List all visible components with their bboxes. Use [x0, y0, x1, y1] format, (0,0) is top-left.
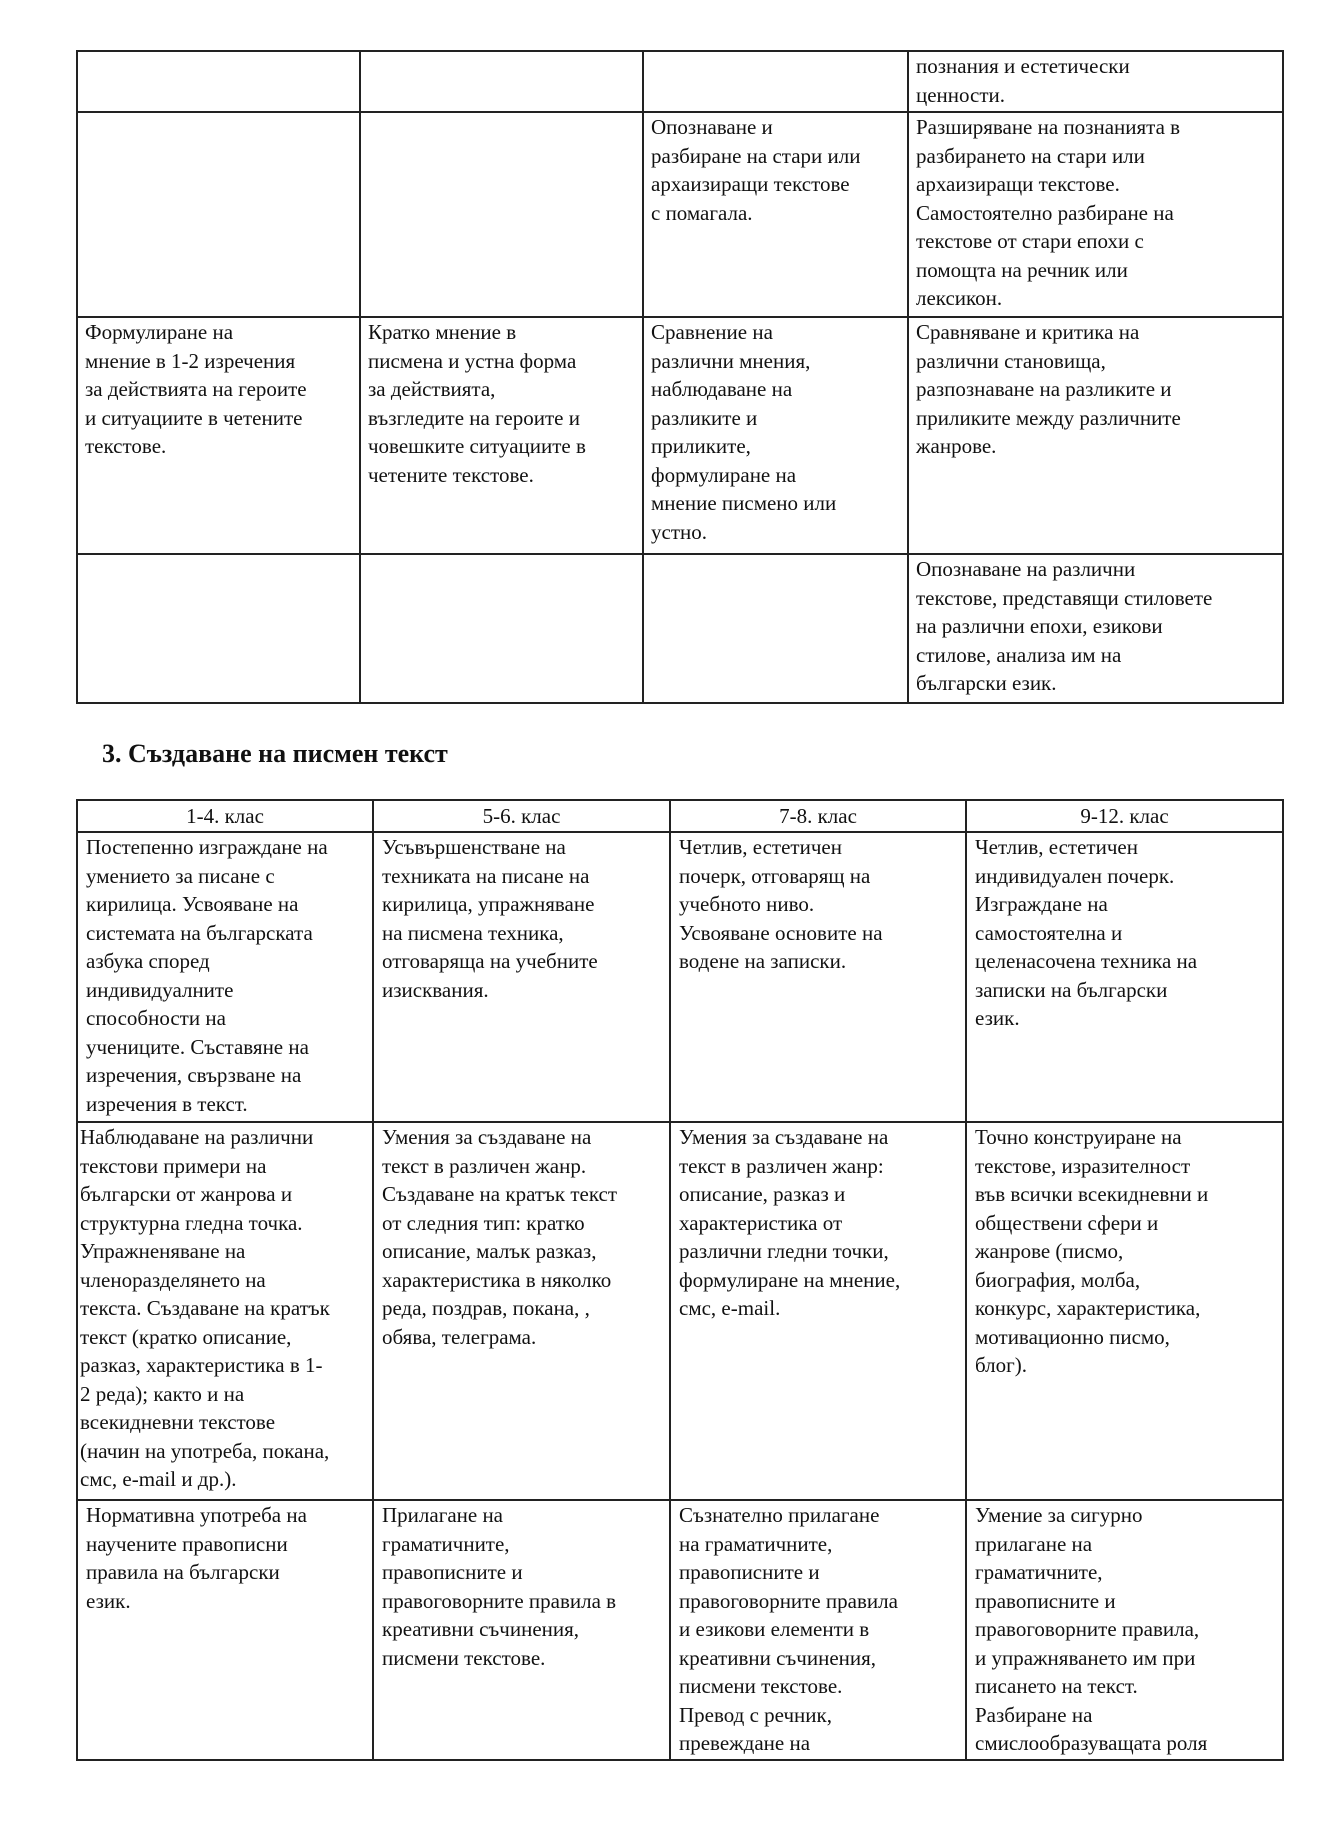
table-cell: [643, 554, 908, 703]
table-cell: Умение за сигурно прилагане на граматичните, правописните и правоговорните правила, и упражняването им при писането на текст. Разбиране на смислообразуващата роля: [966, 1500, 1283, 1760]
table-cell: [360, 51, 643, 112]
column-header-grade-1-4: 1-4. клас: [77, 800, 373, 832]
table-cell: Усъвършенстване на техниката на писане на кирилица, упражняване на писмена техника, отговаряща на учебните изисквания.: [373, 832, 670, 1122]
table-row: [77, 832, 1283, 1122]
table-cell: Умения за създаване на текст в различен жанр. Създаване на кратък текст от следния тип: кратко описание, малък разказ, характеристика в няколко реда, поздрав, покана, , обява, телеграма.: [373, 1122, 670, 1500]
table-cell: [360, 112, 643, 317]
table-cell: [77, 51, 360, 112]
table-cell: [77, 112, 360, 317]
table-cell: Кратко мнение в писмена и устна форма за действията, възгледите на героите и човешките ситуациите в четените текстове.: [360, 317, 643, 554]
table-cell: Разширяване на познанията в разбирането на стари или архаизиращи текстове. Самостоятелно разбиране на текстове от стари епохи с помощта на речник или лексикон.: [908, 112, 1283, 317]
table-cell: познания и естетически ценности.: [908, 51, 1283, 112]
table-cell: Нормативна употреба на научените правописни правила на български език.: [77, 1500, 373, 1760]
section-heading: 3. Създаване на писмен текст: [102, 739, 448, 768]
table-header-row: [77, 800, 1283, 832]
column-header-grade-9-12: 9-12. клас: [966, 800, 1283, 832]
table-row: [77, 1122, 1283, 1500]
table-row: [77, 554, 1283, 703]
table-cell: Прилагане на граматичните, правописните и правоговорните правила в креативни съчинения, писмени текстове.: [373, 1500, 670, 1760]
table-cell: Четлив, естетичен индивидуален почерк. Изграждане на самостоятелна и целенасочена техника на записки на български език.: [966, 832, 1283, 1122]
column-header-grade-7-8: 7-8. клас: [670, 800, 966, 832]
table-row: [77, 1500, 1283, 1760]
table-cell: Опознаване и разбиране на стари или архаизиращи текстове с помагала.: [643, 112, 908, 317]
table-cell: [643, 51, 908, 112]
table-row: [77, 112, 1283, 317]
table-row: [77, 51, 1283, 112]
table-cell: [360, 554, 643, 703]
column-header-grade-5-6: 5-6. клас: [373, 800, 670, 832]
literature-competencies-table-continued: [76, 50, 1284, 704]
table-cell: Опознаване на различни текстове, представящи стиловете на различни епохи, езикови стилове, анализа им на български език.: [908, 554, 1283, 703]
table-cell: Сравнение на различни мнения, наблюдаване на разликите и приликите, формулиране на мнение писмено или устно.: [643, 317, 908, 554]
table-cell: Умения за създаване на текст в различен жанр: описание, разказ и характеристика от различни гледни точки, формулиране на мнение, смс, e-mail.: [670, 1122, 966, 1500]
table-cell: [77, 554, 360, 703]
table-cell: Сравняване и критика на различни становища, разпознаване на разликите и приликите между различните жанрове.: [908, 317, 1283, 554]
table-cell: Наблюдаване на различни текстови примери на български от жанрова и структурна гледна точка. Упражненяване на членоразделянето на текста. Създаване на кратък текст (кратко описание, разказ, характеристика в 1- 2 реда); както и на всекидневни текстове (начин на употреба, покана, смс, e-mail и др.).: [77, 1122, 373, 1500]
table-cell: Четлив, естетичен почерк, отговарящ на учебното ниво. Усвояване основите на водене на записки.: [670, 832, 966, 1122]
table-cell: Постепенно изграждане на умението за писане с кирилица. Усвояване на системата на българската азбука според индивидуалните способности на учениците. Съставяне на изречения, свързване на изречения в текст.: [77, 832, 373, 1122]
written-text-competencies-table: [76, 799, 1284, 1761]
table-row: [77, 317, 1283, 554]
table-cell: Формулиране на мнение в 1-2 изречения за действията на героите и ситуациите в четените текстове.: [77, 317, 360, 554]
table-cell: Съзнателно прилагане на граматичните, правописните и правоговорните правила и езикови елементи в креативни съчинения, писмени текстове. Превод с речник, превеждане на: [670, 1500, 966, 1760]
table-cell: Точно конструиране на текстове, изразителност във всички всекидневни и обществени сфери и жанрове (писмо, биография, молба, конкурс, характеристика, мотивационно писмо, блог).: [966, 1122, 1283, 1500]
